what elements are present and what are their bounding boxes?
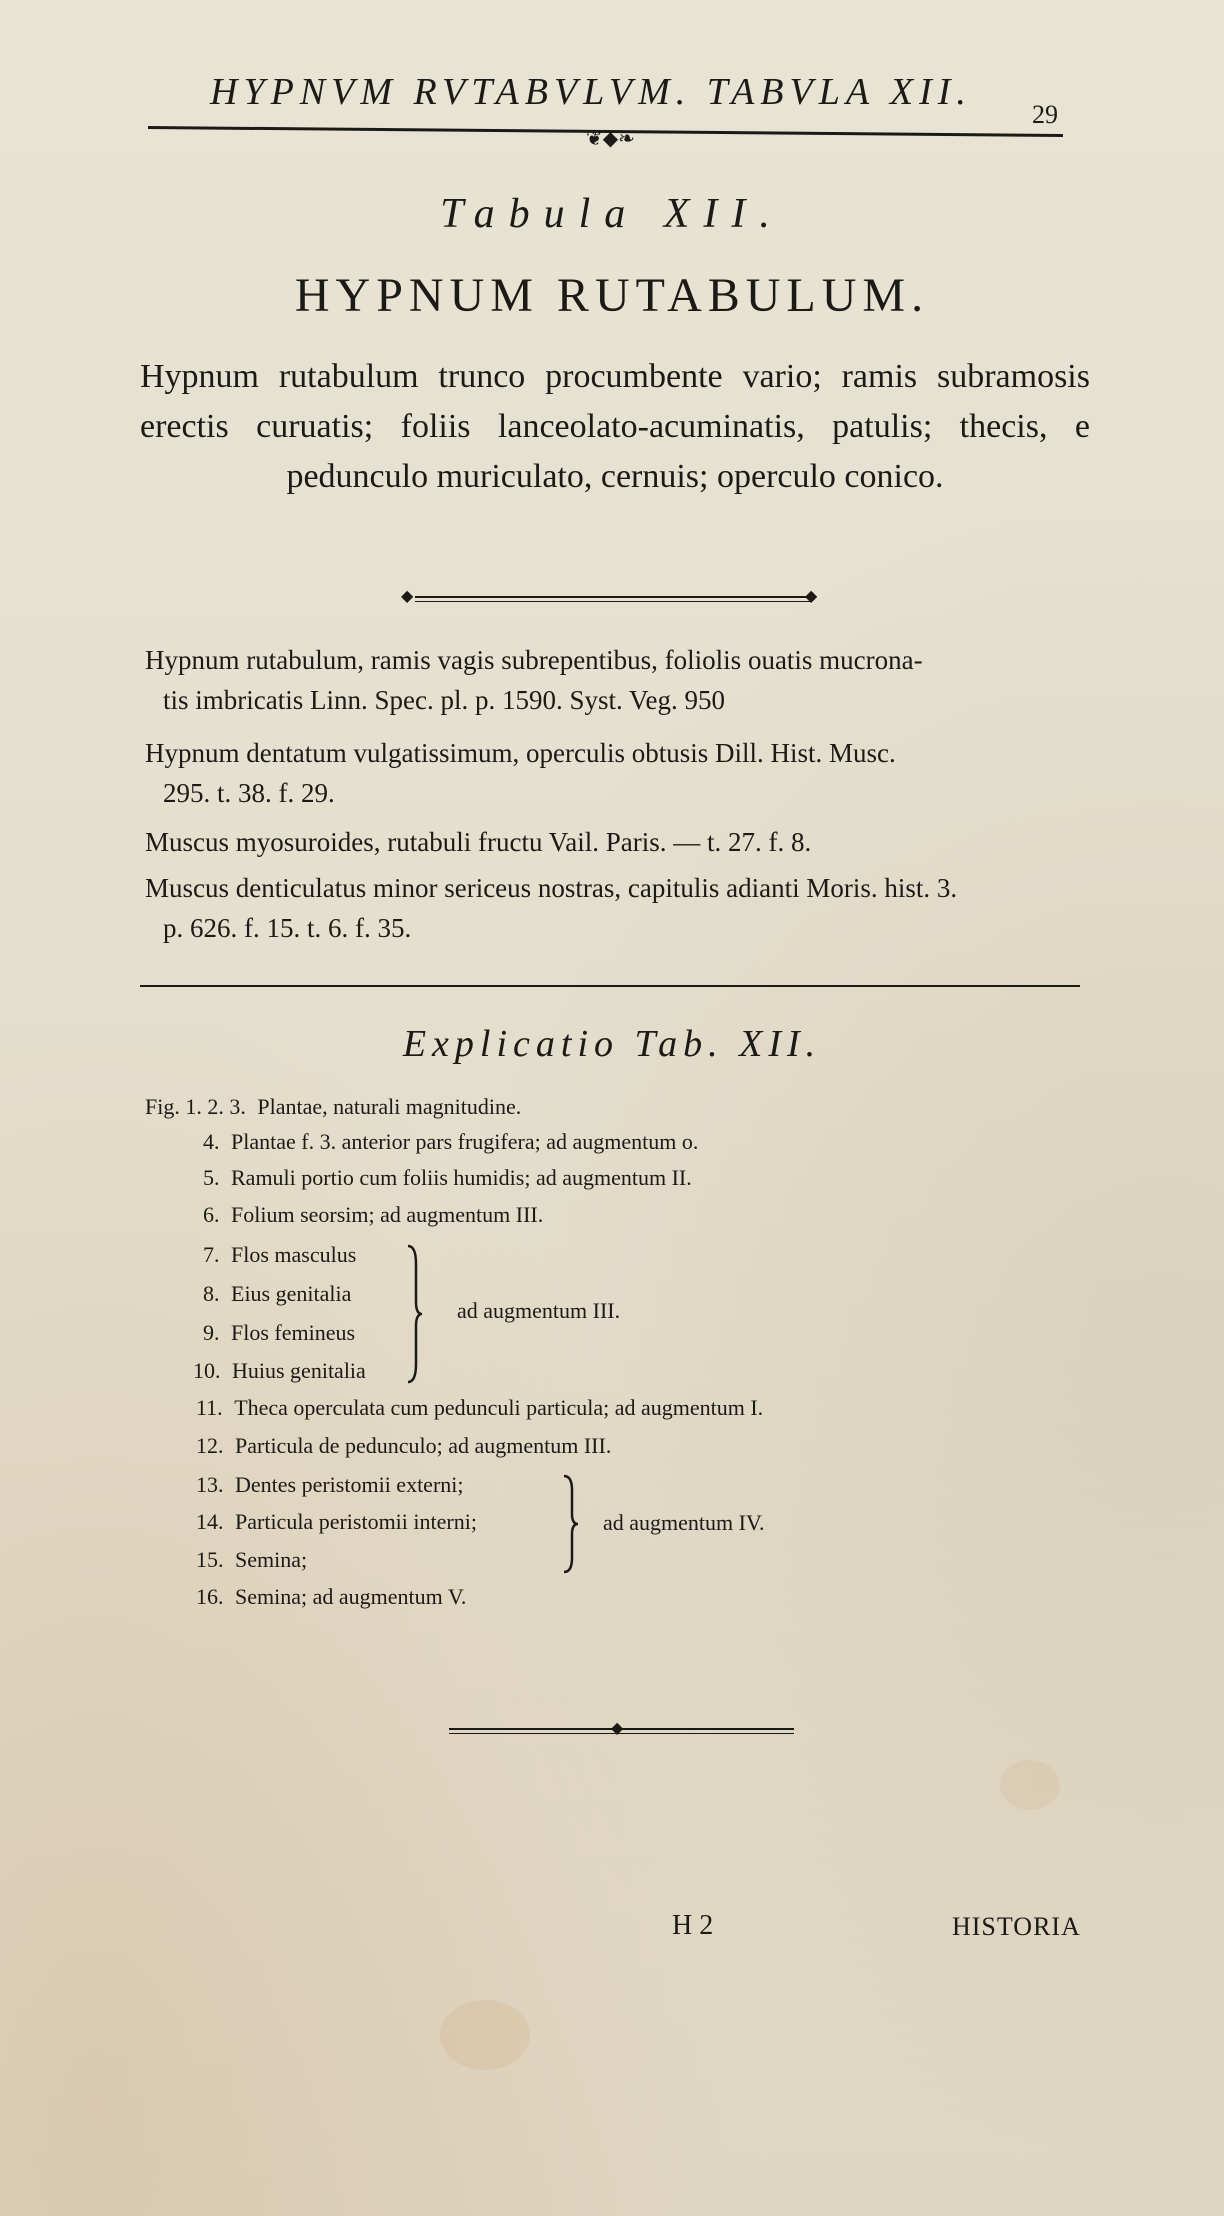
figure-number: 11. (196, 1395, 223, 1420)
explanation-heading: Explicatio Tab. XII. (402, 1023, 822, 1065)
figure-item-16 (196, 1586, 466, 1608)
figure-text: Theca operculata cum pedunculi particula; ad augmentum I. (234, 1395, 764, 1420)
figure-number: 6. (203, 1202, 220, 1227)
synonym-3-line-1: Muscus myosuroides, rutabuli fructu Vail. Paris. — t. 27. f. 8. (145, 827, 812, 857)
divider-left-icon: ◆ (401, 588, 414, 605)
synonym-1 (145, 640, 1085, 720)
synonym-1-line-2: tis imbricatis Linn. Spec. pl. p. 1590. Syst. Veg. 950 (163, 685, 725, 715)
figure-item-1 (145, 1096, 521, 1118)
foxing-stain (1000, 1760, 1060, 1810)
rule-ornament-icon: ❦◆❧ (586, 128, 635, 150)
figure-number: 16. (196, 1584, 224, 1609)
end-ornament-center-icon: ◆ (611, 1720, 624, 1737)
figure-number: 5. (203, 1165, 220, 1190)
brace-7-10-icon (404, 1244, 424, 1384)
figure-text: Dentes peristomii externi; (235, 1472, 464, 1497)
figure-item-4 (203, 1131, 698, 1153)
species-title: HYPNUM RUTABULUM. (294, 269, 930, 322)
figure-number: 8. (203, 1281, 220, 1306)
synonym-2-line-1: Hypnum dentatum vulgatissimum, operculis obtusis Dill. Hist. Musc. (145, 738, 896, 768)
figure-item-9 (203, 1322, 355, 1344)
figure-item-15 (196, 1549, 307, 1571)
synonym-4-line-1: Muscus denticulatus minor sericeus nostras, capitulis adianti Moris. hist. 3. (145, 873, 958, 903)
figure-text: Particula peristomii interni; (235, 1509, 477, 1534)
figure-text: Flos femineus (231, 1320, 356, 1345)
figure-number: 14. (196, 1509, 224, 1534)
running-head: HYPNVM RVTABVLVM. TABVLA XII. (210, 71, 972, 113)
figure-number: 15. (196, 1547, 224, 1572)
section-rule (140, 985, 1080, 987)
synonym-2-line-2: 295. t. 38. f. 29. (163, 778, 335, 808)
group-7-10-label: ad augmentum III. (457, 1298, 621, 1323)
synonym-1-line-1: Hypnum rutabulum, ramis vagis subrepentibus, foliolis ouatis mucrona- (145, 645, 923, 675)
figure-text: Particula de pedunculo; ad augmentum III. (235, 1433, 612, 1458)
synonym-2 (145, 733, 1085, 813)
synonym-4-line-2: p. 626. f. 15. t. 6. f. 35. (163, 913, 412, 943)
figure-text: Semina; (235, 1547, 308, 1572)
species-diagnosis: Hypnum rutabulum trunco procumbente vario; ramis subramosis erectis curuatis; foliis lanceolato-acuminatis, patulis; thecis, e pedunculo muriculato, cernuis; operculo conico. (140, 358, 1090, 495)
figure-number: 7. (203, 1242, 220, 1267)
figure-number: 9. (203, 1320, 220, 1345)
figure-item-12 (196, 1435, 611, 1457)
foxing-stain (440, 2000, 530, 2070)
figure-text: Ramuli portio cum foliis humidis; ad augmentum II. (231, 1165, 692, 1190)
figure-text: Plantae, naturali magnitudine. (257, 1094, 522, 1119)
signature-mark: H 2 (672, 1910, 714, 1941)
figure-text: Folium seorsim; ad augmentum III. (231, 1202, 544, 1227)
group-13-15-label: ad augmentum IV. (603, 1510, 765, 1535)
figure-text: Huius genitalia (232, 1358, 366, 1383)
end-ornament (449, 1720, 794, 1737)
catchword: HISTORIA (952, 1912, 1081, 1941)
figure-text: Semina; ad augmentum V. (235, 1584, 467, 1609)
figure-text: Eius genitalia (231, 1281, 352, 1306)
figure-text: Flos masculus (231, 1242, 357, 1267)
figure-number: 13. (196, 1472, 224, 1497)
figure-item-7 (203, 1244, 356, 1266)
page-number: 29 (1032, 100, 1058, 129)
synonym-4 (145, 868, 1085, 948)
brace-13-15-icon (560, 1474, 580, 1574)
figure-item-13 (196, 1474, 464, 1496)
synonym-3 (145, 822, 1085, 862)
figure-number: 4. (203, 1129, 220, 1154)
figure-item-8 (203, 1283, 351, 1305)
figure-text: Plantae f. 3. anterior pars frugifera; ad augmentum o. (231, 1129, 699, 1154)
figure-number: Fig. 1. 2. 3. (145, 1094, 246, 1119)
figure-item-14 (196, 1511, 477, 1533)
figure-number: 10. (193, 1358, 221, 1383)
plate-label: Tabula XII. (440, 191, 784, 237)
figure-item-6 (203, 1204, 543, 1226)
divider-right-icon: ◆ (805, 588, 818, 605)
figure-item-5 (203, 1167, 692, 1189)
ornament-divider (401, 588, 821, 605)
figure-item-10 (193, 1360, 366, 1382)
figure-item-11 (196, 1397, 763, 1419)
figure-number: 12. (196, 1433, 224, 1458)
